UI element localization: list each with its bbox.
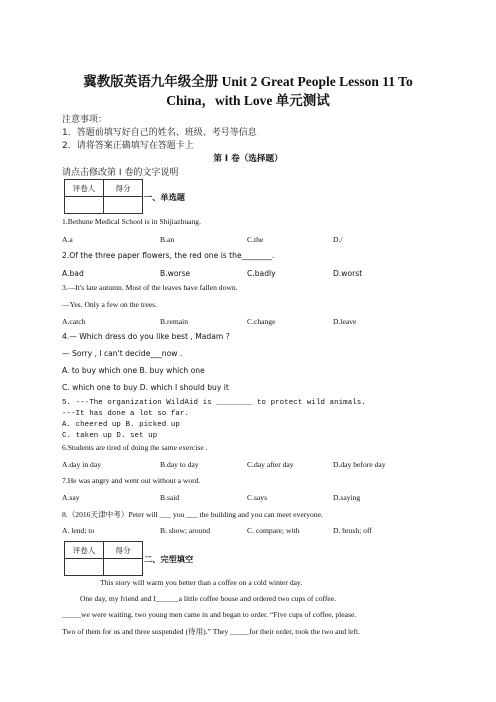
volume-1-hint[interactable]: 请点击修改第 I 卷的文字说明 bbox=[62, 168, 179, 178]
title-line-2: China，with Love 单元测试 bbox=[166, 93, 330, 108]
score-table-1 bbox=[64, 179, 143, 214]
question-4-options-ab[interactable]: A. to buy which one B. buy which one bbox=[62, 366, 205, 375]
question-8-option-d[interactable]: D. brush; off bbox=[333, 526, 372, 535]
question-3-stem: 3.—It's late autumn. Most of the leaves have fallen down. bbox=[62, 283, 238, 292]
grader-cell[interactable] bbox=[65, 559, 104, 576]
question-8-option-b[interactable]: B. show; around bbox=[160, 526, 210, 535]
score-cell[interactable] bbox=[104, 559, 143, 576]
question-2-option-a[interactable]: A.bad bbox=[62, 269, 84, 278]
question-7-option-d[interactable]: D.saying bbox=[333, 493, 361, 502]
question-1-option-b[interactable]: B.an bbox=[160, 235, 175, 244]
passage-paragraph-4: Two of them for us and three suspended (待用).” They _____for their order, took the two and left. bbox=[62, 627, 361, 636]
volume-1-heading: 第 I 卷（选择题） bbox=[213, 154, 283, 164]
question-7-stem: 7.He was angry and went out without a word. bbox=[62, 476, 201, 485]
question-7-option-b[interactable]: B.said bbox=[160, 493, 180, 502]
question-5-options-cd[interactable]: C. taken up D. set up bbox=[62, 432, 158, 440]
question-6-option-a[interactable]: A.day in day bbox=[62, 460, 102, 469]
question-4-options-cd[interactable]: C. which one to buy D. which I should buy it bbox=[62, 383, 229, 392]
question-6-stem: 6.Students are tired of doing the same exercise . bbox=[62, 443, 208, 452]
grader-label: 评卷人 bbox=[65, 542, 104, 559]
question-8-stem: 8.（2016天津中考）Peter will ___ you ___ the building and you can meet everyone. bbox=[62, 510, 323, 519]
question-7-option-c[interactable]: C.says bbox=[247, 493, 268, 502]
passage-paragraph-2: One day, my friend and I______a little coffee house and ordered two cups of coffee. bbox=[80, 594, 337, 603]
question-1-option-c[interactable]: C.the bbox=[247, 235, 264, 244]
question-5-options-ab[interactable]: A. cheered up B. picked up bbox=[62, 421, 180, 429]
grader-cell[interactable] bbox=[65, 197, 104, 214]
question-1-stem: 1.Bethune Medical School is in Shijiazhuang. bbox=[62, 217, 201, 226]
grader-label: 评卷人 bbox=[65, 180, 104, 197]
passage-paragraph-1: This story will warm you better than a coffee on a cold winter day. bbox=[100, 578, 303, 587]
question-6-option-d[interactable]: D.day before day bbox=[333, 460, 386, 469]
question-4-stem: 4.— Which dress do you like best , Madam ? bbox=[62, 332, 230, 341]
question-5-stem-2: ---It has done a lot so far. bbox=[62, 410, 189, 418]
question-3-option-d[interactable]: D.leave bbox=[333, 317, 357, 326]
question-5-stem: 5. ---The organization WildAid is ________ to protect wild animals. bbox=[62, 399, 366, 407]
question-1-option-a[interactable]: A.a bbox=[62, 235, 73, 244]
score-label: 得分 bbox=[104, 180, 143, 197]
score-table-2 bbox=[64, 541, 143, 576]
question-3-stem-2: —Yes. Only a few on the trees. bbox=[62, 300, 157, 309]
notice-heading: 注意事项： bbox=[62, 115, 108, 125]
question-1-option-d[interactable]: D./ bbox=[333, 235, 343, 244]
question-8-option-c[interactable]: C. compare; with bbox=[247, 526, 300, 535]
score-cell[interactable] bbox=[104, 197, 143, 214]
question-2-stem: 2.Of the three paper flowers, the red one is the________. bbox=[62, 251, 275, 260]
question-7-option-a[interactable]: A.say bbox=[62, 493, 80, 502]
question-3-option-c[interactable]: C.change bbox=[247, 317, 276, 326]
question-4-stem-2: — Sorry , I can't decide___now . bbox=[62, 349, 183, 358]
notice-item-2: 2．请将答案正确填写在答题卡上 bbox=[62, 141, 194, 151]
question-2-option-b[interactable]: B.worse bbox=[160, 269, 191, 278]
question-2-option-c[interactable]: C.badly bbox=[247, 269, 276, 278]
question-6-option-c[interactable]: C.day after day bbox=[247, 460, 294, 469]
question-3-option-b[interactable]: B.remain bbox=[160, 317, 189, 326]
question-3-option-a[interactable]: A.catch bbox=[62, 317, 86, 326]
notice-item-1: 1．答题前填写好自己的姓名、班级、考号等信息 bbox=[62, 128, 257, 138]
passage-paragraph-3: _____we were waiting, two young men came in and began to order. “Five cups of coffee, please. bbox=[62, 610, 357, 619]
question-6-option-b[interactable]: B.day to day bbox=[160, 460, 199, 469]
title-line-1: 冀教版英语九年级全册 Unit 2 Great People Lesson 11 To bbox=[83, 74, 413, 89]
question-2-option-d[interactable]: D.worst bbox=[333, 269, 363, 278]
section-1-heading: 一、单选题 bbox=[144, 192, 185, 202]
score-label: 得分 bbox=[104, 542, 143, 559]
question-8-option-a[interactable]: A. lend; to bbox=[62, 526, 95, 535]
section-2-heading: 二、完型填空 bbox=[144, 554, 194, 564]
